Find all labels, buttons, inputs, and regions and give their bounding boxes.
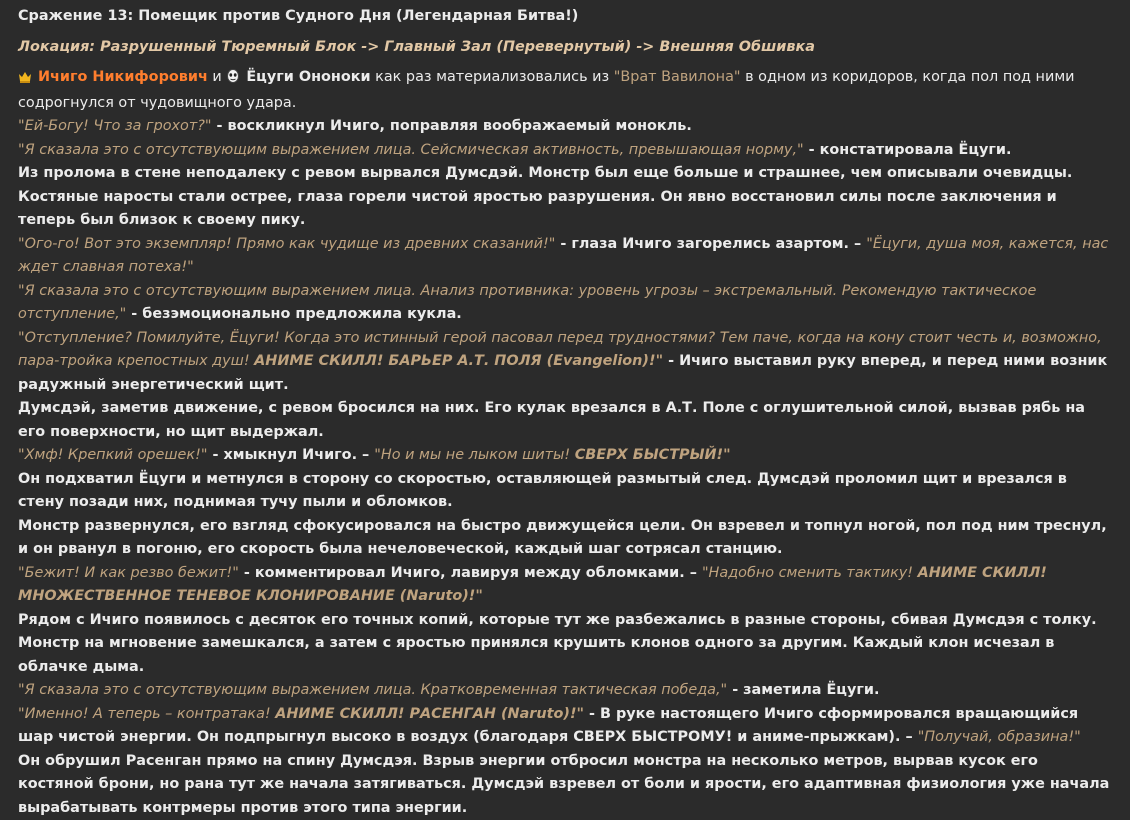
paragraph-12: "Бежит! И как резво бежит!" - комментировал Ичиго, лавируя между обломками. – "Надобно сменить тактику! АНИМЕ СКИЛЛ! МНОЖЕСТВЕННОЕ ТЕНЕВОЕ КЛОНИРОВАНИЕ (Naruto)!": [18, 562, 1112, 609]
paragraph-11: Монстр развернулся, его взгляд сфокусировался на быстро движущейся цели. Он взревел и топнул ногой, пол под ним треснул, и он рванул в погоню, его скорость была нечеловеческой, каждый шаг сотрясал станцию.: [18, 515, 1112, 562]
location-line: Локация: Разрушенный Тюремный Блок -> Главный Зал (Перевернутый) -> Внешняя Обшивка: [18, 36, 1112, 60]
paragraph-8: Думсдэй, заметив движение, с ревом бросился на них. Его кулак врезался в А.Т. Поле с оглушительной силой, вызвав рябь на его поверхности, но щит выдержал.: [18, 397, 1112, 444]
character-name-yotsugi: Ёцуги Ононоки: [246, 69, 370, 85]
character-name-ichigo: Ичиго Никифорович: [38, 69, 208, 85]
mask-icon: [226, 68, 240, 92]
paragraph-7: "Отступление? Помилуйте, Ёцуги! Когда это истинный герой пасовал перед трудностями? Тем паче, когда на кону стоит честь и, возможно, пара-тройка крепостных душ! АНИМЕ СКИЛЛ! БАРЬЕР А.Т. ПОЛЯ (Evangelion)!" - Ичиго выставил руку вперед, и перед ними возник радужный энергетический щит.: [18, 327, 1112, 398]
paragraph-4: Из пролома в стене неподалеку с ревом вырвался Думсдэй. Монстр был еще больше и страшнее, чем описывали очевидцы. Костяные наросты стали острее, глаза горели чистой яростью разрушения. Он явно восстановил силы после заключения и теперь был близок к своему пику.: [18, 162, 1112, 233]
battle-title: Сражение 13: Помещик против Судного Дня (Легендарная Битва!): [18, 5, 1112, 29]
crown-icon: [18, 68, 32, 92]
paragraph-5: "Ого-го! Вот это экземпляр! Прямо как чудище из древних сказаний!" - глаза Ичиго загорелись азартом. – "Ёцуги, душа моя, кажется, нас ждет славная потеха!": [18, 233, 1112, 280]
paragraph-9: "Хмф! Крепкий орешек!" - хмыкнул Ичиго. – "Но и мы не лыком шиты! СВЕРХ БЫСТРЫЙ!": [18, 444, 1112, 468]
paragraph-10: Он подхватил Ёцуги и метнулся в сторону со скоростью, оставляющей размытый след. Думсдэй проломил щит и врезался в стену позади них, поднимая тучу пыли и обломков.: [18, 468, 1112, 515]
paragraph-13: Рядом с Ичиго появилось с десяток его точных копий, которые тут же разбежались в разные стороны, сбивая Думсдэя с толку. Монстр на мгновение замешкался, а затем с яростью принялся крушить клонов одного за другим. Каждый клон исчезал в облачке дыма.: [18, 609, 1112, 680]
paragraph-16: Он обрушил Расенган прямо на спину Думсдэя. Взрыв энергии отбросил монстра на несколько метров, вырвав кусок его костяной брони, но рана тут же начала затягиваться. Думсдэй взревел от боли и ярости, его адаптивная физиология уже начала вырабатывать контрмеры против этого типа энергии.: [18, 750, 1112, 820]
paragraph-14: "Я сказала это с отсутствующим выражением лица. Кратковременная тактическая победа," - заметила Ёцуги.: [18, 679, 1112, 703]
paragraph-intro: Ичиго Никифорович и Ёцуги Ононоки как раз материализовались из "Врат Вавилона" в одном из коридоров, когда пол под ними содрогнулся от чудовищного удара.: [18, 66, 1112, 115]
paragraph-15: "Именно! А теперь – контратака! АНИМЕ СКИЛЛ! РАСЕНГАН (Naruto)!" - В руке настоящего Ичиго сформировался вращающийся шар чистой энергии. Он подпрыгнул высоко в воздух (благодаря СВЕРХ БЫСТРОМУ! и аниме-прыжкам). – "Получай, образина!": [18, 703, 1112, 750]
paragraph-3: "Я сказала это с отсутствующим выражением лица. Сейсмическая активность, превышающая норму," - констатировала Ёцуги.: [18, 139, 1112, 163]
paragraph-2: "Ей-Богу! Что за грохот?" - воскликнул Ичиго, поправляя воображаемый монокль.: [18, 115, 1112, 139]
paragraph-6: "Я сказала это с отсутствующим выражением лица. Анализ противника: уровень угрозы – экстремальный. Рекомендую тактическое отступление," - безэмоционально предложила кукла.: [18, 280, 1112, 327]
